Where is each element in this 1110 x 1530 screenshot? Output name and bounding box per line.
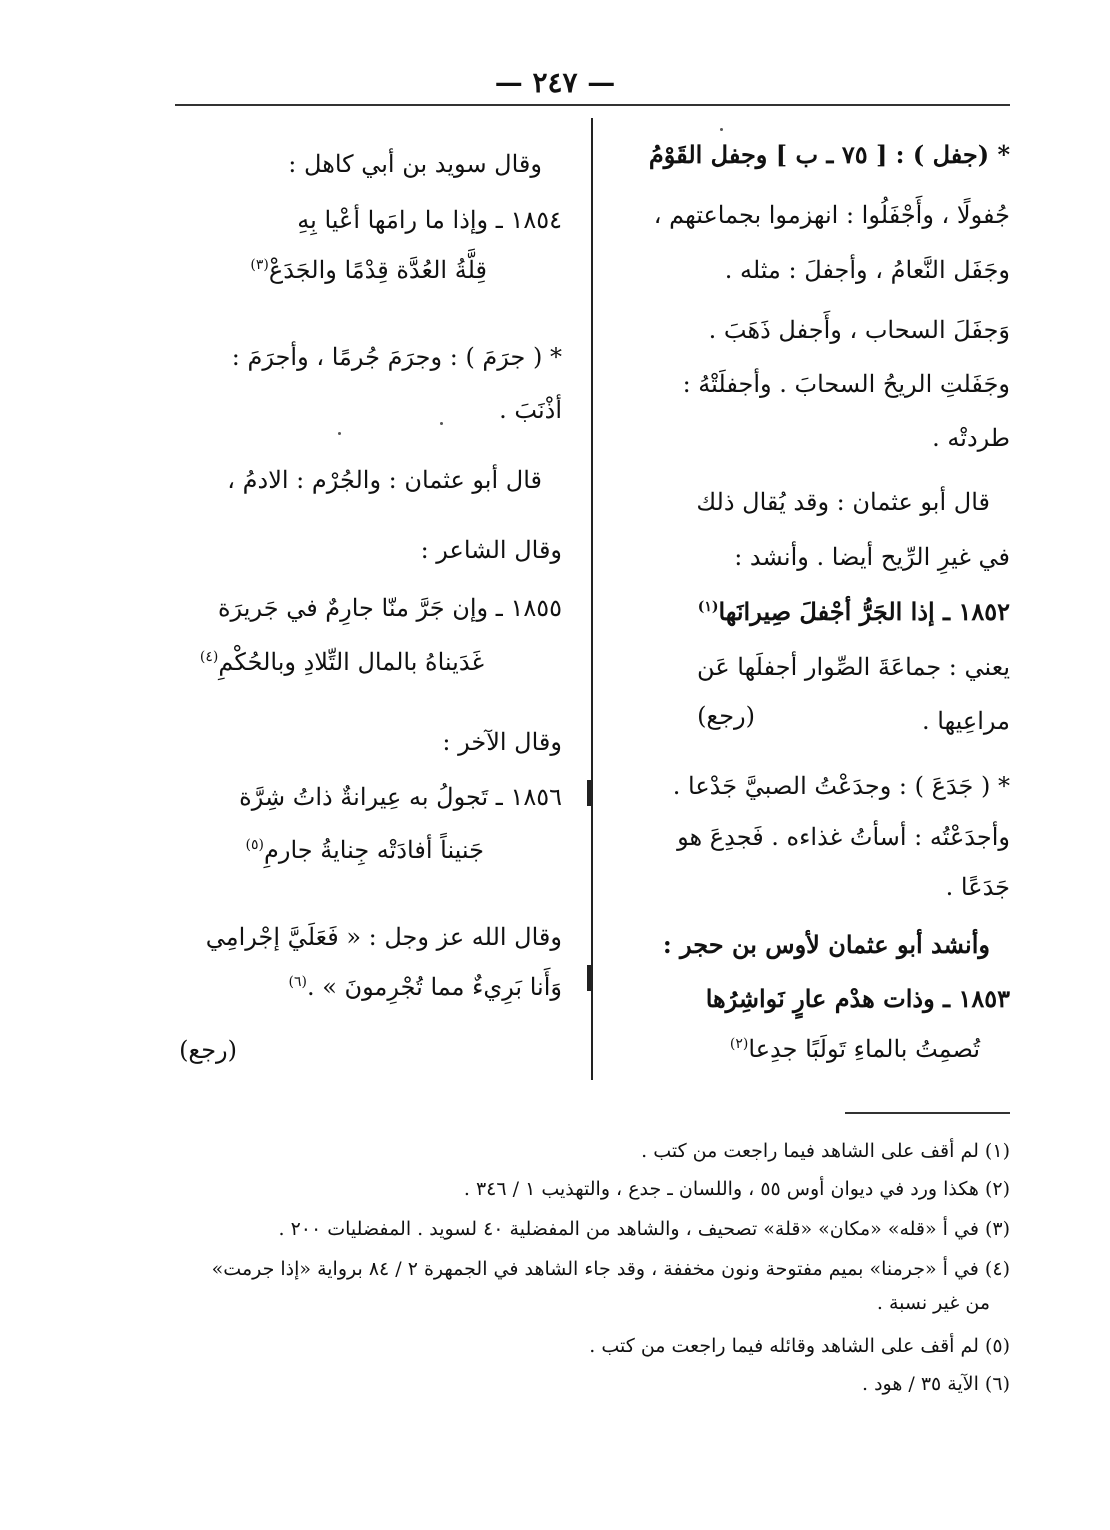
verse-text: وَأَنا بَرِيءٌ مما تُجْرِمونَ » .	[306, 973, 562, 1001]
footnote-3: (٣) في أ «قله» «مكان» «قلة» تصحيف ، والشاهد من المفضلية ٤٠ لسويد . المفضليات ٢٠٠ .	[278, 1218, 1010, 1240]
footnote-5: (٥) لم أقف على الشاهد وقائله فيما راجعت من كتب .	[589, 1335, 1010, 1357]
verse-text: تُصمِتُ بالماءِ تَولَبًا جدِعا	[748, 1035, 980, 1063]
text-line: وجَفَلتِ الريحُ السحابَ . وأجفلَتْهُ :	[682, 370, 1010, 398]
footnote-marker: (٣)	[250, 257, 269, 273]
quran-quote-a: وقال الله عز وجل : « فَعَلَيَّ إجْرامِي	[205, 923, 562, 951]
text-line: أذْنَبَ .	[499, 396, 562, 424]
footnote-2: (٢) هكذا ورد في ديوان أوس ٥٥ ، واللسان ـ جدع ، والتهذيب ١ / ٣٤٦ .	[463, 1178, 1010, 1200]
text-line: وقال الشاعر :	[420, 536, 562, 564]
footnote-6: (٦) الآية ٣٥ / هود .	[861, 1373, 1010, 1395]
verse-1853-a: ١٨٥٣ ـ وذات هدْم عارٍ نَواشِرُها	[705, 984, 1010, 1013]
text-line: يعني : جماعَةَ الصِّوار أجفلَها عَن	[697, 653, 1010, 681]
verse-text: جَنيناً أفادَتْه جِنايةُ جارمِ	[264, 836, 484, 864]
print-speck	[338, 432, 341, 435]
text-line: وقال الآخر :	[442, 728, 562, 756]
entry-heading-jarama: * ( جرَمَ ) : وجرَمَ جُرمًا ، وأجرَمَ :	[231, 343, 562, 371]
text-line: جَدَعًا .	[945, 873, 1010, 901]
entry-heading-jafal: * (جفل ) : [ ٧٥ ـ ب ] وجفل القَوْمُ	[648, 140, 1010, 169]
text-line: وأنشد أبو عثمان لأوس بن حجر :	[662, 930, 990, 959]
footnote-marker: (٥)	[245, 837, 265, 853]
return-marker: (رجع)	[179, 1036, 237, 1064]
footnote-4-cont: من غير نسبة .	[876, 1292, 990, 1314]
verse-1855-b	[200, 650, 484, 674]
column-separator-tick	[587, 780, 591, 806]
text-line: قال أبو عثمان : وقد يُقال ذلك	[696, 488, 990, 516]
footnote-4: (٤) في أ «جرمنا» بميم مفتوحة ونون مخففة ، وقد جاء الشاهد في الجمهرة ٢ / ٨٤ برواية «إذا جرمت»	[211, 1258, 1010, 1280]
text-line: قال أبو عثمان : والجُرْم : الادمُ ،	[227, 466, 542, 494]
verse-text: قِلَّةُ العُدَّة قِدْمًا والجَدَعْ	[268, 256, 487, 284]
verse-text: غَدَيناهُ بالمال التِّلادِ وبالحُكْمِ	[218, 648, 484, 676]
text-line: وأجدَعْتُه : أسأتُ غذاءه . فَجدِعَ هو	[677, 823, 1010, 851]
footnote-rule	[845, 1112, 1010, 1114]
print-speck	[720, 128, 723, 131]
page-number: — ٢٤٧ —	[494, 66, 616, 99]
text-line: في غيرِ الرِّيح أيضا . وأنشد :	[734, 543, 1010, 571]
text-line: وقال سويد بن أبي كاهل :	[288, 150, 542, 178]
verse-1856-b	[246, 838, 484, 862]
quran-quote-b	[288, 975, 562, 999]
text-line: وَجفَلَ السحاب ، وأَجفل ذَهَبَ .	[708, 316, 1010, 344]
header-rule	[175, 104, 1010, 106]
footnote-marker: (٦)	[288, 974, 307, 990]
footnote-1: (١) لم أقف على الشاهد فيما راجعت من كتب .	[641, 1140, 1010, 1162]
verse-text: ١٨٥٢ ـ إذا الجَرُّ أجْفلَ صِيرانَها	[718, 597, 1010, 626]
footnote-marker: (٢)	[729, 1036, 749, 1052]
verse-1853-b	[730, 1037, 980, 1061]
text-line: وجَفَل النَّعامُ ، وأجفلَ : مثله .	[724, 256, 1010, 284]
column-separator	[591, 118, 593, 1080]
verse-1852	[697, 597, 1010, 626]
verse-1856-a: ١٨٥٦ ـ تَجولُ به عِيرانةٌ ذاتُ شِرَّة	[239, 783, 562, 811]
text-line: جُفولًا ، وأَجْفَلُوا : انهزموا بجماعتهم ،	[653, 201, 1010, 229]
footnote-marker: (١)	[697, 599, 719, 615]
footnote-marker: (٤)	[199, 649, 219, 665]
verse-1854-b	[250, 258, 487, 282]
text-line: طردتْه .	[932, 424, 1010, 452]
verse-1855-a: ١٨٥٥ ـ وإن جَرَّ منّا جارِمٌ في جَريرَة	[217, 594, 562, 622]
print-speck	[440, 422, 443, 425]
return-marker: (رجع)	[697, 702, 755, 730]
column-separator-tick	[587, 965, 591, 991]
entry-heading-jada: * ( جَدَعَ ) : وجدَعْتُ الصبيَّ جَدْعا .	[672, 772, 1010, 800]
verse-1854-a: ١٨٥٤ ـ وإذا ما رامَها أعْيا بِهِ	[297, 206, 562, 234]
text-line: مراعِيها .	[922, 707, 1010, 735]
